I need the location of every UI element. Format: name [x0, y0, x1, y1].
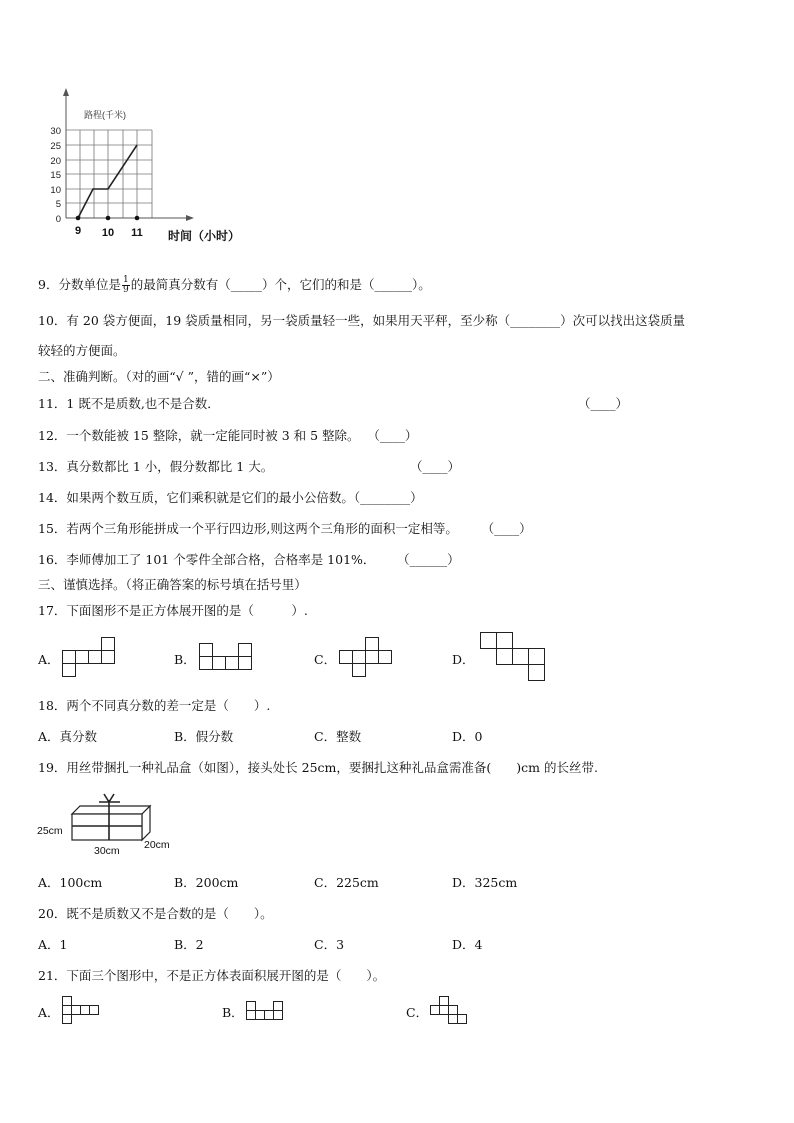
q19-option-b[interactable]: B．200cm — [174, 875, 239, 890]
q17-option-c-label[interactable]: C． — [314, 652, 337, 667]
q19-option-a[interactable]: A．100cm — [38, 875, 103, 890]
point-10 — [106, 216, 111, 221]
question-16-blank[interactable]: （______） — [403, 552, 460, 567]
q21-option-c-net[interactable] — [430, 996, 474, 1028]
fraction-one-ninth: $\frac{1}{9}$ — [122, 275, 129, 295]
question-13: 13．真分数都比 1 小，假分数都比 1 大。 — [38, 459, 274, 474]
section-2-heading: 二、准确判断。（对的画“√ ”，错的画“×”） — [38, 369, 280, 384]
q20-option-d[interactable]: D．4 — [452, 937, 483, 952]
svg-text:0: 0 — [55, 214, 61, 225]
question-13-blank[interactable]: （____） — [410, 459, 461, 474]
svg-text:10: 10 — [101, 227, 115, 239]
point-9 — [76, 216, 81, 221]
box-width-label: 20cm — [144, 839, 170, 851]
x-axis-arrow — [186, 215, 194, 221]
box-height-label: 25cm — [37, 825, 63, 837]
section-3-heading: 三、谨慎选择。（将正确答案的标号填在括号里） — [38, 577, 307, 592]
question-10-line2: 较轻的方便面。 — [38, 343, 126, 358]
question-18: 18．两个不同真分数的差一定是（ ）. — [38, 698, 271, 713]
y-tick-labels — [50, 126, 61, 225]
question-16: 16．李师傅加工了 101 个零件全部合格，合格率是 101%． （______） — [38, 552, 460, 567]
q17-option-b-net[interactable] — [199, 643, 255, 673]
q21-option-b-label[interactable]: B． — [222, 1005, 244, 1020]
y-axis-arrow — [63, 88, 69, 96]
question-11: 11．1 既不是质数,也不是合数． — [38, 396, 220, 411]
graph-grid — [66, 130, 152, 218]
y-axis-label: 路程(千米) — [84, 110, 126, 120]
q20-option-a[interactable]: A．1 — [38, 937, 68, 952]
q17-option-d-net[interactable] — [480, 632, 550, 686]
q19-option-c[interactable]: C．225cm — [314, 875, 379, 890]
svg-text:10: 10 — [50, 185, 61, 196]
q18-option-b[interactable]: B．假分数 — [174, 729, 234, 744]
question-19: 19．用丝带捆扎一种礼品盒（如图），接头处长 25cm，要捆扎这种礼品盒需准备( )cm 的长丝带. — [38, 760, 598, 775]
x-tick-labels — [75, 225, 143, 239]
question-21: 21．下面三个图形中，不是正方体表面积展开图的是（ ）。 — [38, 968, 386, 983]
question-17: 17．下面图形不是正方体展开图的是（ ）. — [38, 603, 308, 618]
question-14: 14．如果两个数互质，它们乘积就是它们的最小公倍数。（________） — [38, 490, 423, 505]
question-12: 12．一个数能被 15 整除，就一定能同时被 3 和 5 整除。 （____） — [38, 428, 418, 443]
q17-option-d-label[interactable]: D． — [452, 652, 475, 667]
question-20: 20．既不是质数又不是合数的是（ ）。 — [38, 906, 273, 921]
question-15-blank[interactable]: （____） — [487, 521, 532, 536]
svg-text:20: 20 — [50, 156, 61, 167]
svg-text:25: 25 — [50, 141, 61, 152]
q18-option-c[interactable]: C．整数 — [314, 729, 362, 744]
svg-text:5: 5 — [55, 199, 61, 210]
q20-option-b[interactable]: B．2 — [174, 937, 204, 952]
q20-option-c[interactable]: C．3 — [314, 937, 345, 952]
question-11-blank[interactable]: （____） — [578, 396, 629, 411]
q21-option-c-label[interactable]: C． — [406, 1005, 429, 1020]
q18-option-a[interactable]: A．真分数 — [38, 729, 98, 744]
distance-time-graph — [30, 88, 270, 248]
question-15: 15．若两个三角形能拼成一个平行四边形,则这两个三角形的面积一定相等。 （____） — [38, 521, 532, 536]
q21-option-a-label[interactable]: A． — [38, 1005, 60, 1020]
svg-text:15: 15 — [50, 170, 61, 181]
x-axis-label: 时间（小时） — [168, 229, 241, 243]
question-10-line1: 10．有 20 袋方便面，19 袋质量相同，另一袋质量轻一些，如果用天平秤，至少称（________）次可以找出这袋质量 — [38, 313, 686, 328]
q17-option-c-net[interactable] — [339, 637, 395, 679]
q17-option-a-net[interactable] — [62, 637, 118, 679]
distance-line — [78, 145, 137, 218]
q19-option-d[interactable]: D．325cm — [452, 875, 518, 890]
gift-box-figure — [36, 790, 186, 862]
q17-option-a-label[interactable]: A． — [38, 652, 60, 667]
q18-option-d[interactable]: D．0 — [452, 729, 483, 744]
q21-option-b-net[interactable] — [246, 1001, 288, 1023]
point-11 — [135, 216, 140, 221]
question-9: 9．分数单位是 $\frac{1}{9}$ 的最简真分数有（_____）个，它们的和是（______）。 — [38, 275, 431, 295]
svg-text:30: 30 — [50, 126, 61, 137]
q17-option-b-label[interactable]: B． — [174, 652, 196, 667]
q21-option-a-net[interactable] — [62, 996, 104, 1026]
box-length-label: 30cm — [94, 845, 120, 857]
svg-text:9: 9 — [74, 225, 82, 237]
svg-text:11: 11 — [131, 227, 143, 239]
question-12-blank[interactable]: （____） — [373, 428, 418, 443]
